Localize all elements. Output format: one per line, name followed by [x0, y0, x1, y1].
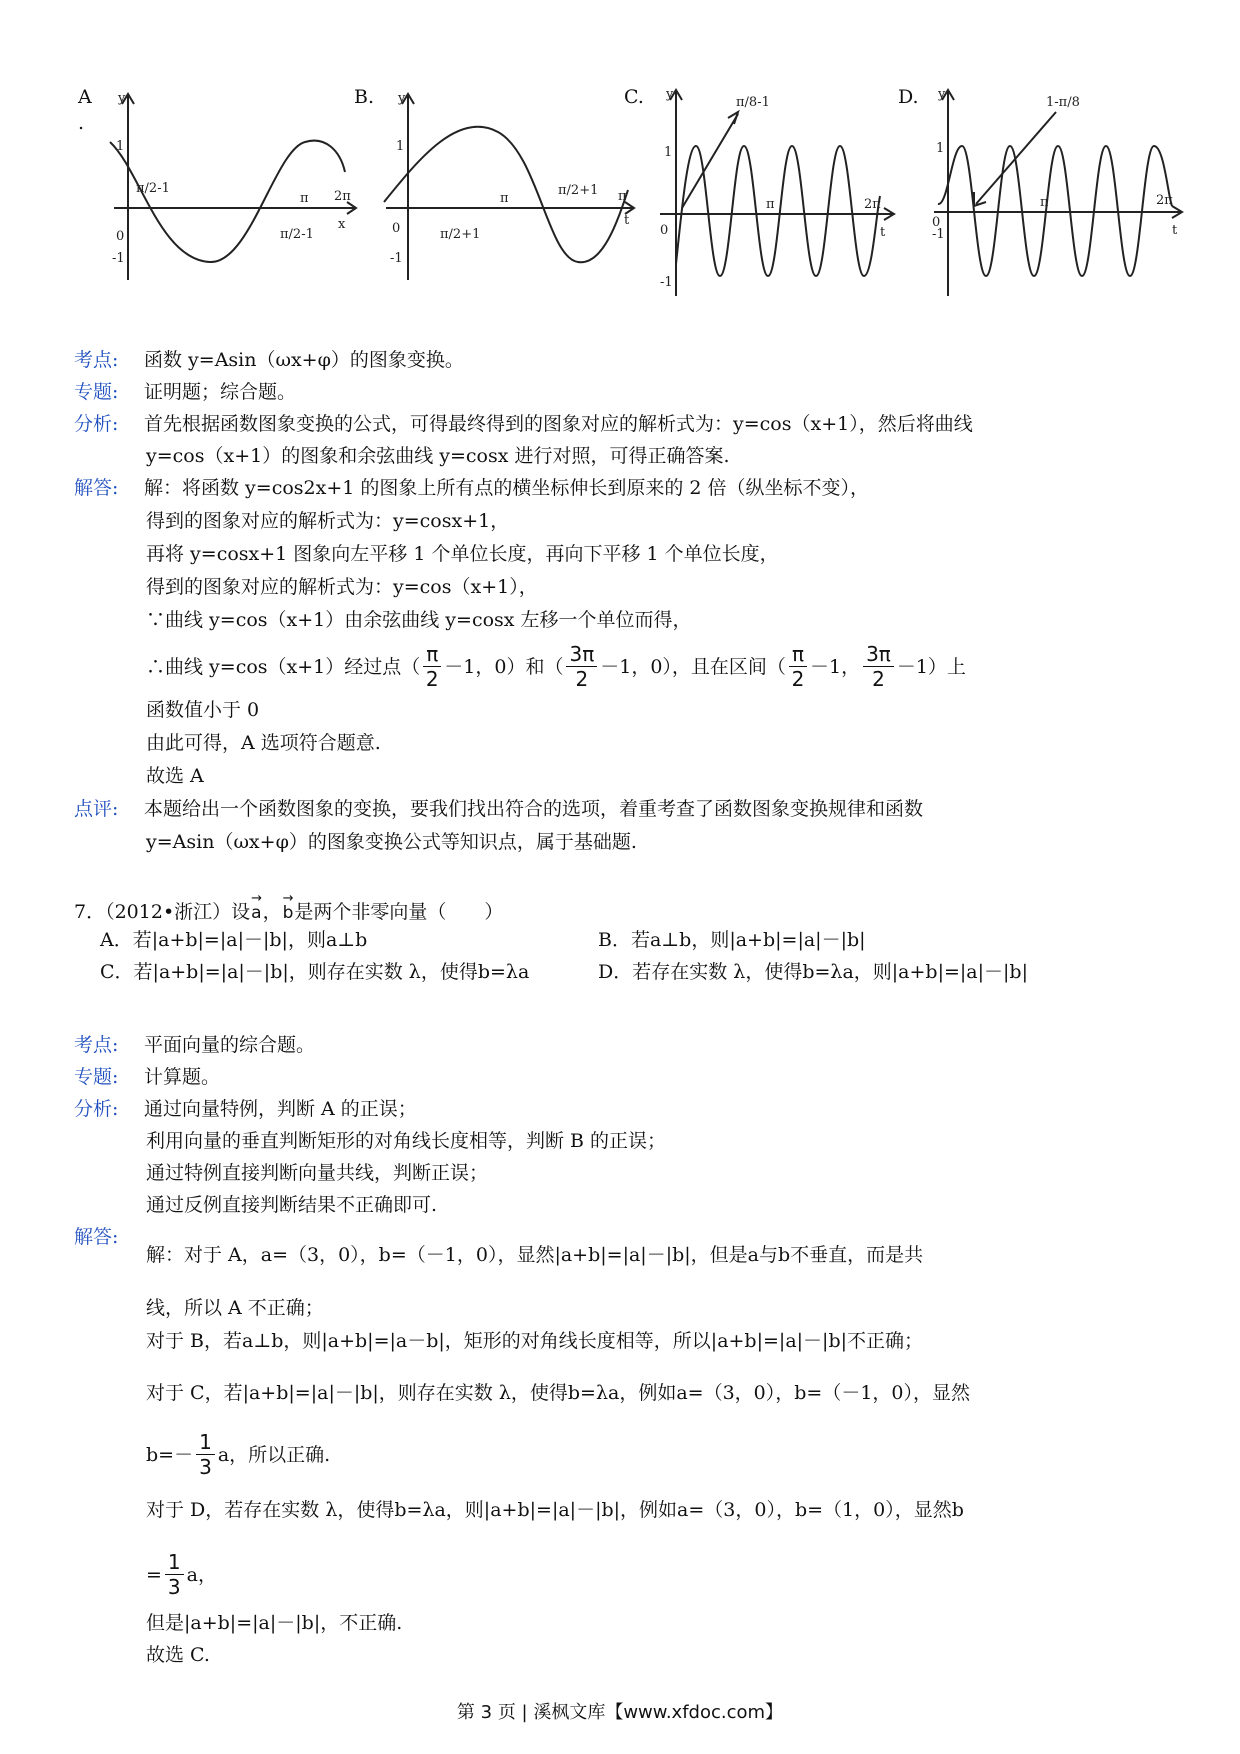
svg-text:t: t: [880, 225, 886, 240]
q7-line5-part-a: b=－: [146, 1443, 194, 1466]
svg-text:-1: -1: [390, 251, 403, 266]
frac-den: 2: [872, 667, 885, 691]
q7-jieda-line8: 但是|a+b|=|a|－|b|，不正确.: [146, 1612, 403, 1634]
q7-fenxi-tag: 分析:: [74, 1098, 119, 1120]
q6-jieda-line9: 故选 A: [146, 765, 204, 787]
q6-zhuanti-text: 证明题；综合题。: [144, 381, 297, 403]
q7-jieda-line6: 对于 D，若存在实数 λ，使得b=λa，则|a+b|=|a|－|b|，例如a=（3，0），b=（1，0），显然b: [146, 1499, 964, 1521]
svg-text:π/2-1: π/2-1: [280, 227, 314, 242]
fraction-pi-over-2: [789, 642, 807, 691]
fraction-pi-over-2: [423, 642, 441, 691]
q7-jieda-line3: 对于 B，若a⊥b，则|a+b|=|a－b|，矩形的对角线长度相等，所以|a+b|=|a|－|b|不正确；: [146, 1330, 924, 1352]
svg-text:t: t: [1172, 223, 1178, 238]
svg-text:2π: 2π: [334, 189, 351, 204]
q6-fenxi-tag: 分析:: [74, 413, 119, 435]
q6-fenxi-line2: y=cos（x+1）的图象和余弦曲线 y=cosx 进行对照，可得正确答案.: [146, 445, 730, 467]
q6-jieda-line4: 得到的图象对应的解析式为：y=cos（x+1），: [146, 576, 538, 598]
frac-num: 3π: [863, 642, 894, 667]
svg-text:1-π/8: 1-π/8: [1046, 95, 1080, 110]
q7-zhuanti-tag: 专题:: [74, 1066, 119, 1088]
svg-text:-1: -1: [932, 227, 945, 242]
svg-text:y: y: [398, 91, 406, 106]
q7-option-c: C．若|a+b|=|a|－|b|，则存在实数 λ，使得b=λa: [100, 961, 530, 983]
frac-num: 3π: [566, 642, 597, 667]
q6-dianping-tag: 点评:: [74, 798, 119, 820]
q6-jieda-line6: [146, 642, 966, 691]
q7-line7-part-b: a，: [186, 1563, 217, 1586]
q7-zhuanti: [74, 1062, 1200, 1092]
fraction-one-third: [196, 1430, 215, 1479]
svg-text:-1: -1: [112, 251, 125, 266]
q7-option-a: A．若|a+b|=|a|－|b|，则a⊥b: [100, 929, 368, 951]
svg-text:0: 0: [392, 221, 401, 236]
q7-zhuanti-text: 计算题。: [144, 1066, 221, 1088]
svg-text:y: y: [118, 91, 126, 106]
q6-jieda-line5: ∵曲线 y=cos（x+1）由余弦曲线 y=cosx 左移一个单位而得，: [146, 609, 692, 631]
svg-text:π: π: [300, 191, 309, 206]
q6-dianping: [74, 794, 1200, 824]
svg-text:2π: 2π: [1156, 193, 1173, 208]
q6-fenxi: [74, 409, 1200, 439]
graph-b: [378, 90, 638, 290]
q6-line6-part-e: －1）上: [896, 655, 966, 678]
q6-kaodian-tag: 考点:: [74, 349, 119, 371]
frac-den: 3: [199, 1455, 212, 1479]
svg-text:1: 1: [116, 139, 125, 154]
q7-line5-part-b: a，所以正确.: [217, 1443, 331, 1466]
q6-kaodian: [74, 345, 1200, 375]
frac-num: 1: [196, 1430, 215, 1455]
option-a-dot: .: [78, 112, 85, 134]
q7-line7-part-a: =: [146, 1563, 162, 1586]
svg-text:t: t: [624, 213, 630, 228]
svg-text:-1: -1: [660, 275, 673, 290]
page-footer: 第 3 页 | 溪枫文库【www.xfdoc.com】: [456, 1702, 784, 1723]
vector-a: → a: [251, 892, 261, 928]
q7-fenxi-line2: 利用向量的垂直判断矩形的对角线长度相等，判断 B 的正误；: [146, 1130, 667, 1152]
q7-stem-sep: ，: [262, 901, 282, 923]
graph-d: [928, 86, 1188, 301]
q7-stem-end: 是两个非零向量（ ）: [294, 901, 504, 923]
graph-c: [654, 86, 914, 301]
q6-jieda-line3: 再将 y=cosx+1 图象向左平移 1 个单位长度，再向下平移 1 个单位长度，: [146, 543, 779, 565]
q7-option-b: B．若a⊥b，则|a+b|=|a|－|b|: [598, 929, 866, 951]
q7-fenxi-line4: 通过反例直接判断结果不正确即可.: [146, 1194, 438, 1216]
q6-dianping-line1: 本题给出一个函数图象的变换，要我们找出符合的选项，着重考查了函数图象变换规律和函数: [144, 798, 924, 820]
frac-den: 2: [575, 667, 589, 691]
q6-zhuanti-tag: 专题:: [74, 381, 119, 403]
q6-jieda: [74, 473, 1200, 503]
q6-fenxi-line1: 首先根据函数图象变换的公式，可得最终得到的图象对应的解析式为：y=cos（x+1），然后将曲线: [144, 413, 973, 435]
q7-jieda-line1: 解：对于 A，a=（3，0），b=（－1，0），显然|a+b|=|a|－|b|，但是a与b不垂直，而是共: [146, 1244, 924, 1266]
svg-text:π/2+1: π/2+1: [440, 227, 481, 242]
q7-kaodian-text: 平面向量的综合题。: [144, 1034, 316, 1056]
frac-num: π: [789, 642, 807, 667]
q6-jieda-line7: 函数值小于 0: [146, 699, 260, 721]
svg-text:0: 0: [116, 229, 125, 244]
q6-line6-part-c: －1，0），且在区间（: [600, 655, 786, 678]
q7-kaodian-tag: 考点:: [74, 1034, 119, 1056]
q6-jieda-line2: 得到的图象对应的解析式为：y=cosx+1，: [146, 510, 510, 532]
q7-jieda-line7: [146, 1550, 217, 1599]
option-c-label: C.: [624, 86, 644, 108]
option-b-label: B.: [354, 86, 375, 108]
svg-text:1: 1: [396, 139, 405, 154]
q7-kaodian: [74, 1030, 1200, 1060]
svg-text:0: 0: [660, 223, 669, 238]
svg-text:π/2+1: π/2+1: [558, 183, 599, 198]
fraction-3pi-over-2: [863, 642, 894, 691]
q6-line6-part-b: －1，0）和（: [444, 655, 564, 678]
option-a-label: A: [78, 86, 92, 108]
q6-zhuanti: [74, 377, 1200, 407]
svg-text:π: π: [618, 189, 627, 204]
q7-jieda-line5: [146, 1430, 330, 1479]
fraction-3pi-over-2: [566, 642, 597, 691]
q6-jieda-line8: 由此可得，A 选项符合题意.: [146, 732, 381, 754]
svg-text:y: y: [938, 87, 946, 102]
q6-line6-part-d: －1，: [809, 655, 861, 678]
q6-kaodian-text: 函数 y=Asin（ωx+φ）的图象变换。: [144, 349, 464, 371]
q7-stem-text: 7．（2012•浙江）设: [74, 901, 251, 923]
q6-jieda-tag: 解答:: [74, 477, 119, 499]
svg-text:1: 1: [936, 141, 945, 156]
svg-text:π: π: [500, 191, 509, 206]
q6-jieda-line1: 解：将函数 y=cos2x+1 的图象上所有点的横坐标伸长到原来的 2 倍（纵坐标不变），: [144, 477, 870, 499]
frac-den: 2: [425, 667, 439, 691]
q7-fenxi: [74, 1094, 1200, 1124]
option-d-label: D.: [898, 86, 919, 108]
frac-den: 2: [791, 667, 805, 691]
svg-text:π/2-1: π/2-1: [136, 181, 170, 196]
q7-jieda-tag: 解答:: [74, 1226, 119, 1248]
frac-num: π: [423, 642, 441, 667]
svg-text:1: 1: [664, 145, 673, 160]
q7-fenxi-line1: 通过向量特例，判断 A 的正误；: [144, 1098, 417, 1120]
fraction-one-third: [165, 1550, 184, 1599]
q7-fenxi-line3: 通过特例直接判断向量共线，判断正误；: [146, 1162, 489, 1184]
q7-jieda-line9: 故选 C.: [146, 1644, 210, 1666]
svg-text:2π: 2π: [864, 197, 881, 212]
svg-text:y: y: [666, 87, 674, 102]
svg-text:π: π: [1040, 195, 1049, 210]
svg-text:x: x: [338, 217, 346, 232]
q6-dianping-line2: y=Asin（ωx+φ）的图象变换公式等知识点，属于基础题.: [146, 831, 637, 853]
svg-text:0: 0: [932, 215, 941, 230]
frac-den: 3: [167, 1575, 181, 1599]
q7-stem: [74, 892, 503, 928]
q7-option-d: D．若存在实数 λ，使得b=λa，则|a+b|=|a|－|b|: [598, 961, 1028, 983]
frac-num: 1: [165, 1550, 184, 1575]
q6-line6-part-a: ∴曲线 y=cos（x+1）经过点（: [146, 655, 421, 678]
q7-jieda-line2: 线，所以 A 不正确；: [146, 1297, 324, 1319]
graph-a: [100, 90, 360, 290]
svg-text:π/8-1: π/8-1: [736, 95, 770, 110]
svg-text:π: π: [766, 197, 775, 212]
q7-jieda-line4: 对于 C，若|a+b|=|a|－|b|，则存在实数 λ，使得b=λa，例如a=（3，0），b=（－1，0），显然: [146, 1382, 971, 1404]
vector-b: → b: [283, 892, 294, 928]
